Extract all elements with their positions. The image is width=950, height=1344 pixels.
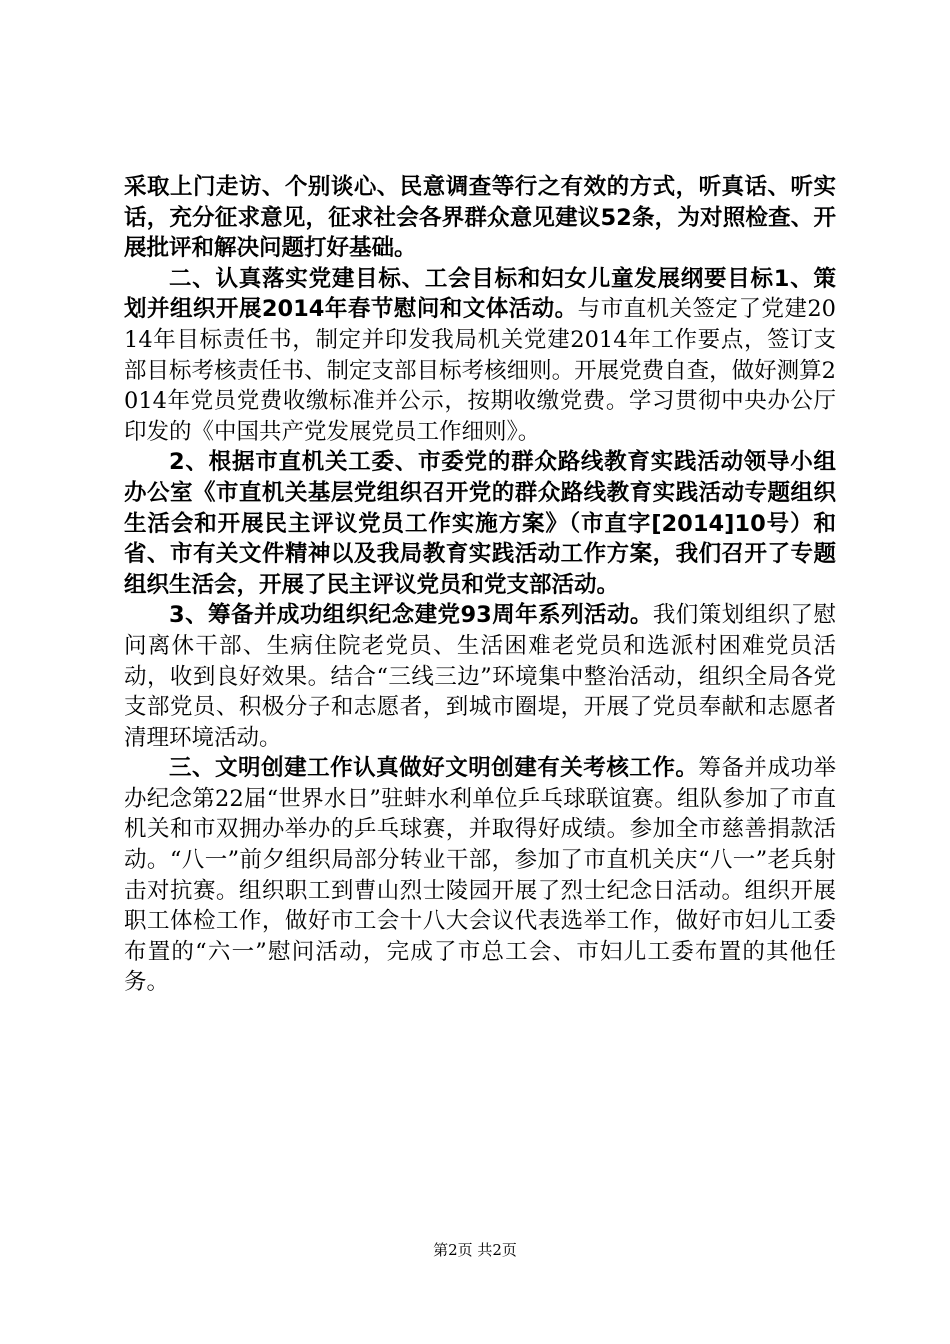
paragraph-5-body: 筹备并成功举办纪念第22届“世界水日”驻蚌水利单位乒乓球联谊赛。组队参加了市直机关和市双拥办举办的乒乓球赛，并取得好成绩。参加全市慈善捐款活动。“八一”前夕组织局部分转业干部，参加了市直机关庆“八一”老兵射击对抗赛。组织职工到曹山烈士陵园开展了烈士纪念日活动。组织开展职工体检工作，做好市工会十八大会议代表选举工作，做好市妇儿工委布置的“六一”慰问活动，完成了市总工会、市妇儿工委布置的其他任务。 [124, 755, 836, 996]
paragraph-4-body: 我们策划组织了慰问离休干部、生病住院老党员、生活困难老党员和选派村困难党员活动，收到良好效果。结合“三线三边”环境集中整治活动，组织全局各党支部党员、积极分子和志愿者，到城市圈堤，开展了党员奉献和志愿者清理环境活动。 [124, 602, 836, 751]
document-body [124, 172, 836, 998]
paragraph-4 [124, 600, 836, 753]
paragraph-3-lead: 2、根据市直机关工委、市委党的群众路线教育实践活动领导小组办公室《市直机关基层党组织召开党的群众路线教育实践活动专题组织生活会和开展民主评议党员工作实施方案》（市直字[2014]10号）和省、市有关文件精神以及我局教育实践活动工作方案，我们召开了专题组织生活会，开展了民主评议党员和党支部活动。 [124, 449, 836, 598]
paragraph-5 [124, 753, 836, 998]
paragraph-2-body: 与市直机关签定了党建2014年目标责任书，制定并印发我局机关党建2014年工作要点，签订支部目标考核责任书、制定支部目标考核细则。开展党费自查，做好测算2014年党员党费收缴标准并公示，按期收缴党费。学习贯彻中央办公厅印发的《中国共产党发展党员工作细则》。 [124, 296, 836, 445]
paragraph-1 [124, 172, 836, 264]
paragraph-5-lead: 三、文明创建工作认真做好文明创建有关考核工作。 [169, 755, 699, 782]
paragraph-3 [124, 447, 836, 600]
paragraph-4-lead: 3、筹备并成功组织纪念建党93周年系列活动。 [169, 602, 653, 629]
paragraph-2 [124, 264, 836, 448]
paragraph-2-lead: 二、认真落实党建目标、工会目标和妇女儿童发展纲要目标1、策划并组织开展2014年春节慰问和文体活动。 [124, 265, 836, 323]
paragraph-1-lead: 采取上门走访、个别谈心、民意调查等行之有效的方式，听真话、听实话，充分征求意见，征求社会各界群众意见建议52条，为对照检查、开展批评和解决问题打好基础。 [124, 174, 836, 262]
page-footer: 第2页 共2页 [433, 1241, 517, 1259]
